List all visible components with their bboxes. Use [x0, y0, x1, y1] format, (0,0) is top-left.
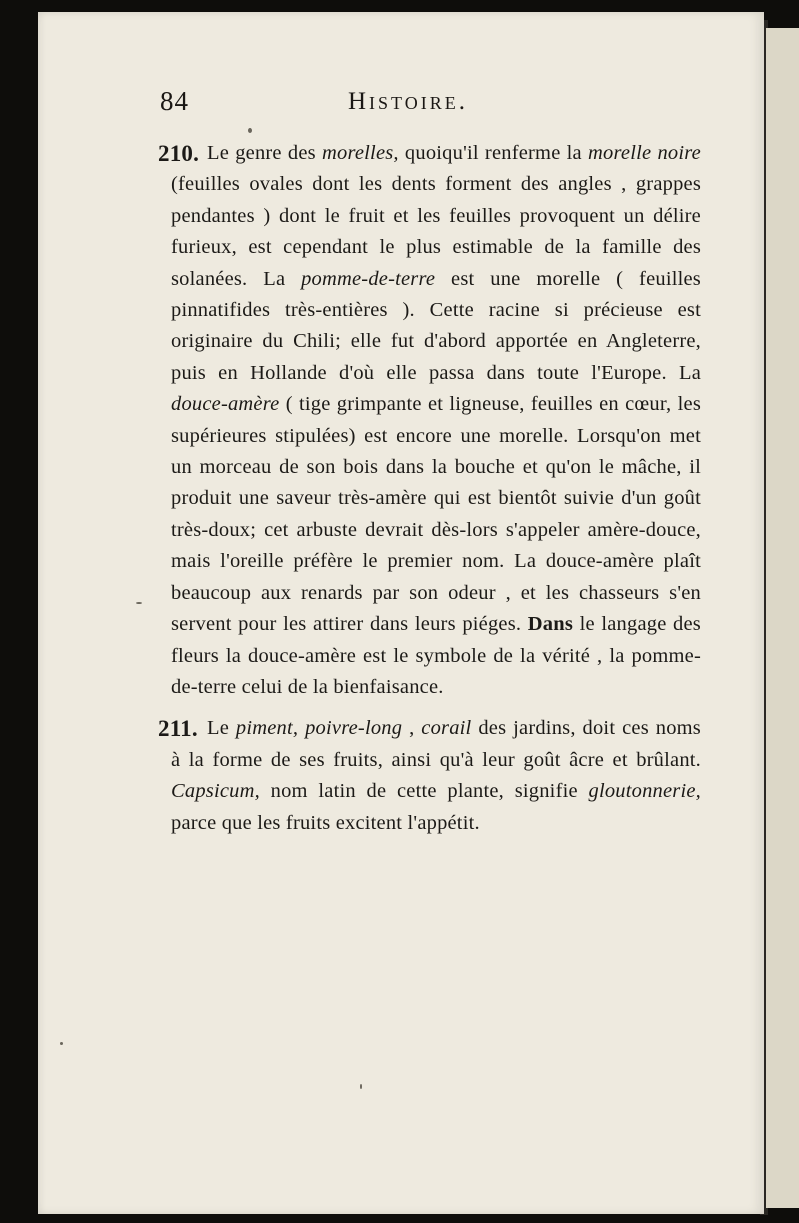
- ink-speck: [60, 1042, 63, 1045]
- text-run: nom latin de cette plante, signifie: [259, 780, 589, 803]
- italic-term: morelle noire: [588, 142, 701, 164]
- body-text: [158, 138, 701, 839]
- italic-term: piment, poivre-long: [235, 717, 403, 740]
- italic-term: corail: [421, 717, 472, 740]
- paragraph-211: [158, 713, 701, 839]
- ink-speck: [136, 602, 142, 604]
- paragraph-number: 210.: [158, 141, 200, 166]
- italic-term: douce-amère: [171, 393, 280, 416]
- text-run: des jardins, doit ces noms à la forme de ses fruits, ainsi qu'à leur goût âcre et brûlant.: [171, 717, 701, 771]
- italic-term: gloutonnerie,: [588, 780, 701, 803]
- italic-term: morelles,: [321, 142, 399, 164]
- text-run: le langage des fleurs la douce-amère est le symbole de la vérité , la pomme-de-terre celui de la bienfaisance.: [171, 613, 701, 698]
- text-run: quoiqu'il renferme la: [398, 142, 589, 164]
- text-run: (feuilles ovales dont les dents forment des angles , grappes pendantes ) dont le fruit et les feuilles provoquent un délire furieux, est cependant le plus estimable de la famille des solanées. La: [171, 173, 701, 290]
- text-run: parce que les fruits excitent l'appétit.: [171, 811, 480, 834]
- italic-term: Capsicum,: [171, 780, 260, 803]
- bold-word: Dans: [527, 613, 574, 636]
- ink-speck: [360, 1084, 362, 1089]
- italic-term: pomme-de-terre: [301, 267, 436, 290]
- text-run: est une morelle ( feuilles pinnatifides très-entières ). Cette racine si précieuse est originaire du Chili; elle fut d'abord apportée en Angleterre, puis en Hollande d'où elle passa dans toute l'Europe. La: [171, 267, 701, 384]
- paragraph-number: 211.: [158, 716, 198, 742]
- text-run: ( tige grimpante et ligneuse, feuilles en cœur, les supérieures stipulées) est encore une morelle. Lorsqu'on met un morceau de son bois dans la bouche et qu'on le mâche, il produit une saveur très-amère qui est bientôt suivie d'un goût très-doux; cet arbuste devrait dès-lors s'appeler amère-douce, mais l'oreille préfère le premier nom. La douce-amère plaît beaucoup aux renards par son odeur , et les chasseurs s'en servent pour les attirer dans leurs piéges.: [171, 393, 701, 636]
- text-run: Le: [207, 717, 236, 740]
- ink-speck: [248, 128, 252, 133]
- page-number: 84: [160, 86, 189, 116]
- page-header: [160, 86, 680, 126]
- paragraph-210: [158, 138, 701, 703]
- text-run: ,: [402, 717, 422, 740]
- text-run: Le genre des: [207, 142, 322, 164]
- running-head: Histoire.: [348, 88, 468, 115]
- facing-page-edge: [766, 28, 799, 1208]
